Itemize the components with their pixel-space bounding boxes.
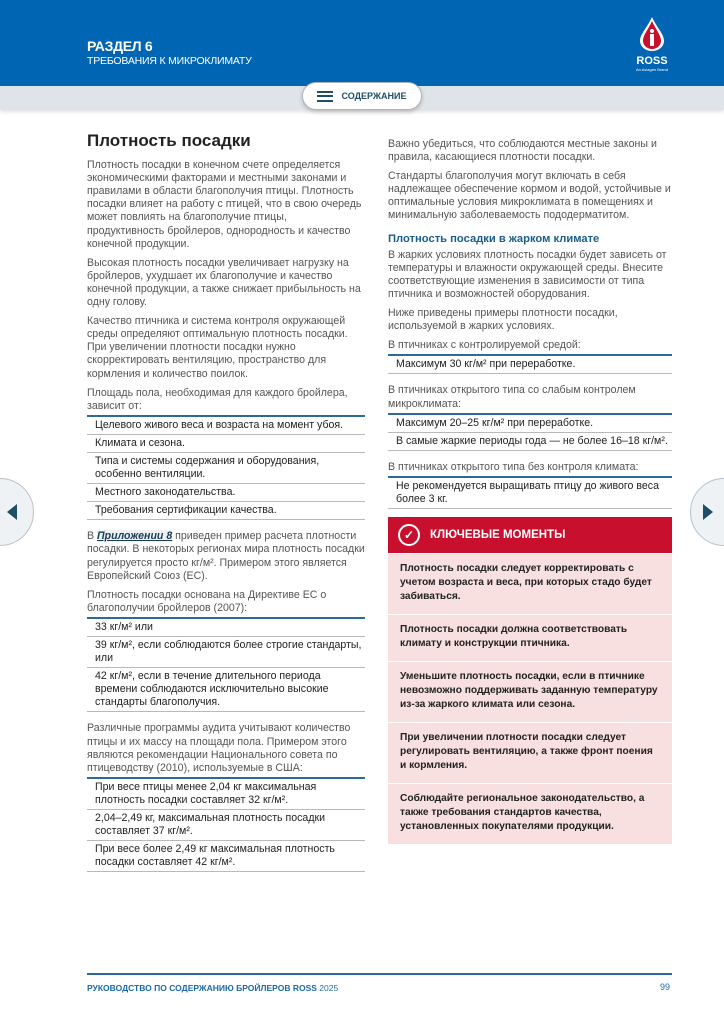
paragraph xyxy=(87,530,365,582)
footer-guide-name: РУКОВОДСТВО ПО СОДЕРЖАНИЮ БРОЙЛЕРОВ ROSS xyxy=(87,983,317,993)
paragraph: Ниже приведены примеры плотности посадки, используемой в жарких условиях. xyxy=(388,307,618,333)
list-item: Климата и сезона. xyxy=(87,435,365,453)
list-item: 42 кг/м², если в течение длительного периода времени соблюдаются исключительно высокие стандарты благополучия. xyxy=(87,668,365,712)
list-item: 39 кг/м², если соблюдаются более строгие стандарты, или xyxy=(87,637,365,668)
list-item: 2,04–2,49 кг, максимальная плотность посадки составляет 37 кг/м². xyxy=(87,810,365,841)
key-point: Плотность посадки следует корректировать с учетом возраста и веса, при которых стадо будет забиваться. xyxy=(388,553,672,614)
list-item: При весе птицы менее 2,04 кг максимальная плотность посадки составляет 32 кг/м². xyxy=(87,779,365,810)
paragraph: Стандарты благополучия могут включать в себя надлежащее обеспечение кормом и водой, устойчивые и оптимальные условия микроклимата в помещениях и минимальную заболеваемость пододерматитом. xyxy=(388,170,671,222)
usa-list xyxy=(87,777,365,873)
list-item: В самые жаркие периоды года — не более 16–18 кг/м². xyxy=(388,433,672,451)
logo-tagline: An Aviagen Brand xyxy=(636,67,668,72)
paragraph: В птичниках открытого типа со слабым контролем микроклимата: xyxy=(388,384,636,410)
open-weak-list xyxy=(388,413,672,451)
eu-directive-list xyxy=(87,617,365,713)
list-item: 33 кг/м² или xyxy=(87,619,365,637)
previous-page-button[interactable] xyxy=(0,478,34,546)
next-page-button[interactable] xyxy=(690,478,724,546)
header-bar xyxy=(0,0,724,86)
page-number: 99 xyxy=(660,982,671,992)
appendix-8-link[interactable]: Приложении 8 xyxy=(97,530,173,543)
paragraph: Плотность посадки в конечном счете определяется экономическими факторами и местными законами и правилами в области благополучия птицы. Плотность посадки влияет на работу с птицей, что в свою очередь может повлиять на благополучие птицы, продуктивность бройлеров, однородность и качество конечной продукции. xyxy=(87,159,362,250)
subheading: Плотность посадки в жарком климате xyxy=(388,232,600,245)
list-item: Местного законодательства. xyxy=(87,484,365,502)
list-item: При весе более 2,49 кг максимальная плотность посадки составляет 42 кг/м². xyxy=(87,841,365,872)
contents-button[interactable] xyxy=(302,82,422,110)
key-point: При увеличении плотности посадки следует регулировать вентиляцию, а также фронт поения и кормления. xyxy=(388,722,672,783)
paragraph: В птичниках с контролируемой средой: xyxy=(388,339,581,352)
text: В xyxy=(87,530,98,543)
ross-logo xyxy=(630,16,674,72)
list-item: Не рекомендуется выращивать птицу до живого веса более 3 кг. xyxy=(388,478,672,509)
key-point: Соблюдайте региональное законодательство, а также требования стандартов качества, установленных покупателями продукции. xyxy=(388,783,672,844)
arrow-left-icon xyxy=(7,504,17,520)
left-column xyxy=(87,131,365,882)
paragraph: Плотность посадки основана на Директиве ЕС о благополучии бройлеров (2007): xyxy=(87,588,327,614)
drop-icon xyxy=(637,16,667,52)
list-item: Максимум 30 кг/м² при переработке. xyxy=(388,356,672,374)
key-points-header xyxy=(388,517,672,553)
page-title: Плотность посадки xyxy=(87,131,251,150)
section-number: РАЗДЕЛ 6 xyxy=(87,38,153,54)
paragraph: Различные программы аудита учитывают количество птицы и их массу на площади пола. Примером этого являются рекомендации Национального совета по птицеводству (2010), используемые в США: xyxy=(87,722,351,774)
open-none-list xyxy=(388,476,672,509)
footer-title xyxy=(87,983,338,993)
menu-icon xyxy=(317,91,333,102)
logo-text: ROSS xyxy=(636,55,668,67)
key-point: Уменьшите плотность посадки, если в птичнике невозможно поддерживать заданную температуру из-за жаркого климата или сезона. xyxy=(388,661,672,722)
contents-label: СОДЕРЖАНИЕ xyxy=(341,91,407,101)
list-item: Максимум 20–25 кг/м² при переработке. xyxy=(388,415,672,433)
paragraph: В жарких условиях плотность посадки будет зависеть от температуры и влажности окружающей среды. Внесите соответствующие изменения в зависимости от типа птичника и возможностей оборудования. xyxy=(388,248,667,300)
paragraph: Важно убедиться, что соблюдаются местные законы и правила, касающиеся плотности посадки. xyxy=(388,138,657,164)
arrow-right-icon xyxy=(703,504,713,520)
key-points-title: КЛЮЧЕВЫЕ МОМЕНТЫ xyxy=(430,529,566,541)
checkmark-icon: ✓ xyxy=(398,524,420,546)
key-points-box xyxy=(388,517,672,844)
list-item: Типа и системы содержания и оборудования, особенно вентиляции. xyxy=(87,453,365,484)
section-title: ТРЕБОВАНИЯ К МИКРОКЛИМАТУ xyxy=(87,55,252,67)
paragraph: Качество птичника и система контроля окружающей среды определяют оптимальную плотность посадки. При увеличении плотности посадки нужно скорректировать вентиляцию, пространство для кормления и количество поилок. xyxy=(87,315,348,380)
text: приведен пример расчета плотности посадки. В некоторых регионах мира плотность посадки регулируется просто кг/м². Примером этого является Европейский Союз (ЕС). xyxy=(87,530,365,582)
list-item: Целевого живого веса и возраста на момент убоя. xyxy=(87,417,365,435)
list-item: Требования сертификации качества. xyxy=(87,502,365,520)
footer-divider xyxy=(87,973,672,975)
paragraph: Площадь пола, необходимая для каждого бройлера, зависит от: xyxy=(87,386,348,412)
footer-year: 2025 xyxy=(319,983,339,993)
right-column xyxy=(388,138,672,519)
key-point: Плотность посадки должна соответствовать климату и конструкции птичника. xyxy=(388,614,672,661)
factors-list xyxy=(87,415,365,521)
controlled-list xyxy=(388,354,672,374)
paragraph: В птичниках открытого типа без контроля климата: xyxy=(388,460,639,473)
paragraph: Высокая плотность посадки увеличивает нагрузку на бройлеров, ухудшает их благополучие и качество конечной продукции, а также снижает прибыльность на одну голову. xyxy=(87,256,361,309)
